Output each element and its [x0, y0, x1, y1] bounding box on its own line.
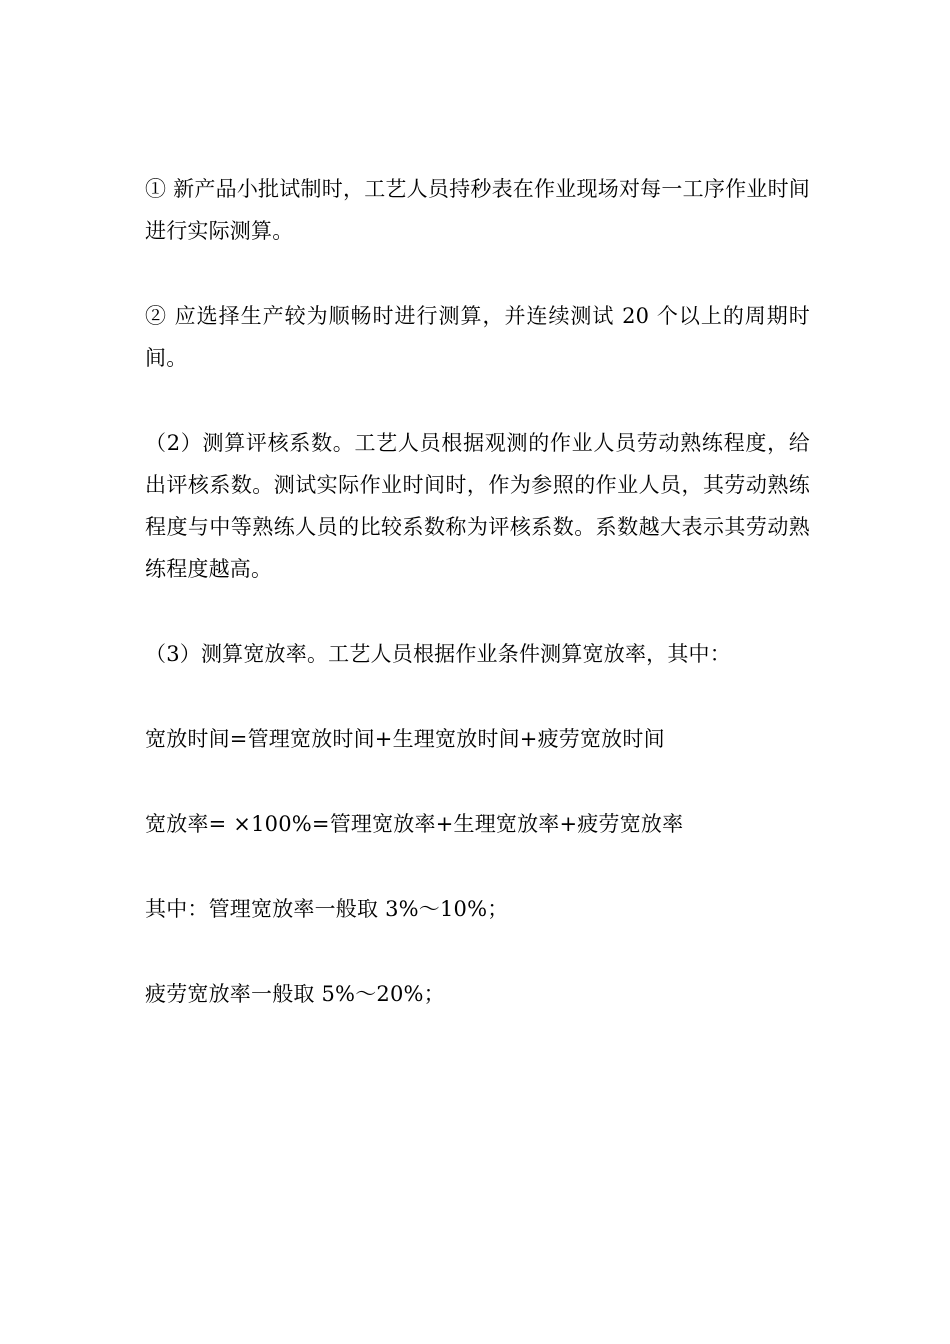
- document-body: [145, 168, 810, 1015]
- paragraph-management-allowance: 其中：管理宽放率一般取 3%～10%；: [145, 897, 509, 921]
- paragraph-trial-timing: ① 新产品小批试制时，工艺人员持秒表在作业现场对每一工序作业时间进行实际测算。: [145, 177, 810, 243]
- formula-allowance-rate: 宽放率= ×100%=管理宽放率+生理宽放率+疲劳宽放率: [145, 812, 684, 836]
- paragraph-cycle-testing: ② 应选择生产较为顺畅时进行测算，并连续测试 20 个以上的周期时间。: [145, 304, 810, 370]
- formula-allowance-time: 宽放时间=管理宽放时间+生理宽放时间+疲劳宽放时间: [145, 727, 665, 751]
- paragraph-fatigue-allowance: 疲劳宽放率一般取 5%～20%；: [145, 982, 445, 1006]
- paragraph-rating-coefficient: （2）测算评核系数。工艺人员根据观测的作业人员劳动熟练程度，给出评核系数。测试实际作业时间时，作为参照的作业人员，其劳动熟练程度与中等熟练人员的比较系数称为评核系数。系数越大表示其劳动熟练程度越高。: [145, 431, 810, 581]
- paragraph-allowance-rate: （3）测算宽放率。工艺人员根据作业条件测算宽放率，其中：: [145, 642, 731, 666]
